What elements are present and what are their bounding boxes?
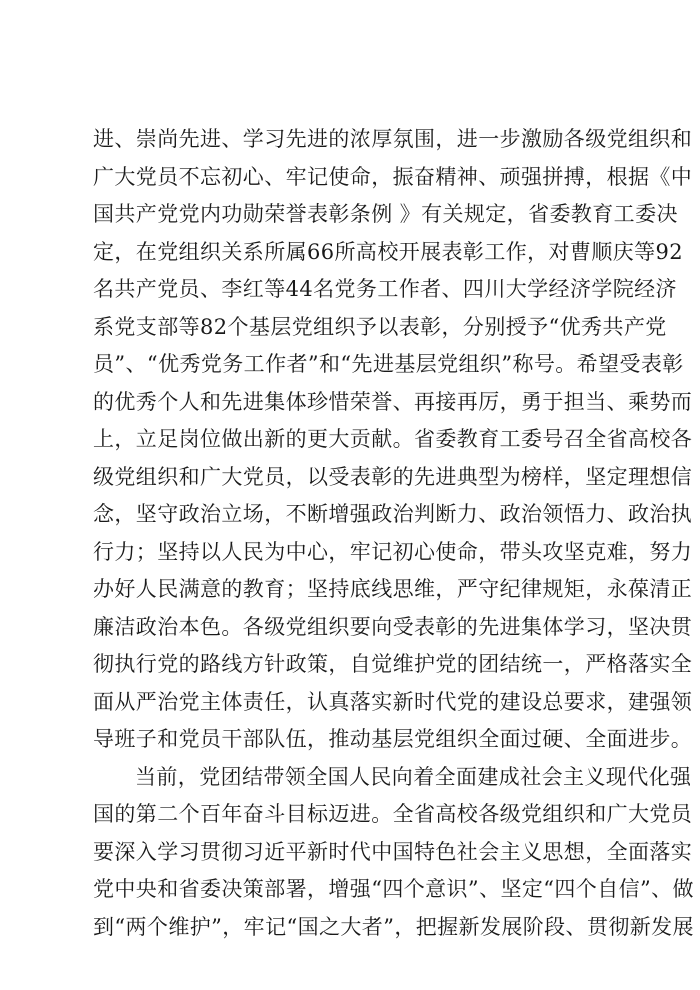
- text-line: 廉洁政治本色。各级党组织要向受表彰的先进集体学习，坚决贯: [93, 615, 693, 639]
- text-line: 党中央和省委决策部署，增强“四个意识”、坚定“四个自信”、做: [93, 877, 694, 901]
- text-line: 彻执行党的路线方针政策，自觉维护党的团结统一，严格落实全: [93, 652, 693, 676]
- text-line: 办好人民满意的教育；坚持底线思维，严守纪律规矩，永葆清正: [93, 577, 693, 601]
- text-line: 名共产党员、李红等44名党务工作者、四川大学经济学院经济: [93, 277, 677, 301]
- text-line: 进、崇尚先进、学习先进的浓厚氛围，进一步激励各级党组织和: [93, 127, 693, 151]
- text-line: 国共产党党内功勋荣誉表彰条例 》有关规定，省委教育工委决: [93, 202, 678, 226]
- text-line: 系党支部等82个基层党组织予以表彰，分别授予“优秀共产党: [93, 315, 667, 339]
- text-line: 员”、“优秀党务工作者”和“先进基层党组织”称号。希望受表彰: [93, 352, 684, 376]
- text-line: 国的第二个百年奋斗目标迈进。全省高校各级党组织和广大党员: [93, 802, 693, 826]
- text-line: 要深入学习贯彻习近平新时代中国特色社会主义思想，全面落实: [93, 840, 693, 864]
- text-line: 到“两个维护”，牢记“国之大者”，把握新发展阶段、贯彻新发展: [93, 915, 694, 939]
- text-line: 念，坚守政治立场，不断增强政治判断力、政治领悟力、政治执: [93, 502, 693, 526]
- text-line: 导班子和党员干部队伍，推动基层党组织全面过硬、全面进步。: [93, 727, 693, 751]
- text-line: 当前，党团结带领全国人民向着全面建成社会主义现代化强: [135, 765, 692, 789]
- text-line: 面从严治党主体责任，认真落实新时代党的建设总要求，建强领: [93, 690, 693, 714]
- text-line: 行力；坚持以人民为中心，牢记初心使命，带头攻坚克难，努力: [93, 540, 693, 564]
- text-line: 的优秀个人和先进集体珍惜荣誉、再接再厉，勇于担当、乘势而: [93, 390, 693, 414]
- text-line: 广大党员不忘初心、牢记使命，振奋精神、顽强拼搏，根据《中: [93, 165, 693, 189]
- text-line: 上，立足岗位做出新的更大贡献。省委教育工委号召全省高校各: [93, 427, 693, 451]
- text-line: 定，在党组织关系所属66所高校开展表彰工作，对曹顺庆等92: [93, 240, 684, 264]
- text-line: 级党组织和广大党员，以受表彰的先进典型为榜样，坚定理想信: [93, 465, 693, 489]
